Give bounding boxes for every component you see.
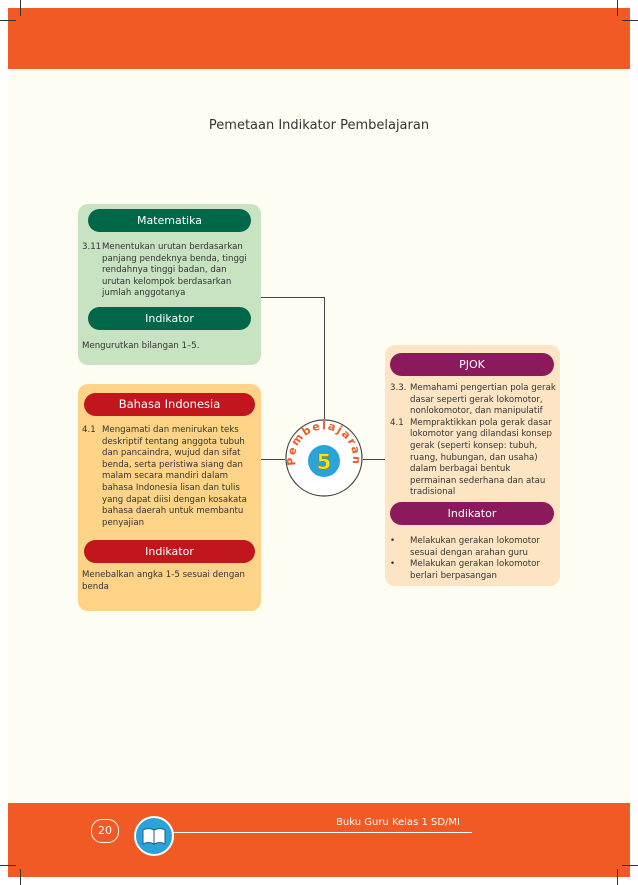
bahasa-indikator-text: Menebalkan angka 1-5 sesuai dengan benda	[82, 570, 246, 592]
connector-line	[261, 297, 325, 298]
competency-text: Memahami pengertian pola gerak dasar seperti gerak lokomotor, nonlokomotor, dan manipulatif	[410, 383, 556, 417]
matematika-indikator-text: Mengurutkan bilangan 1–5.	[82, 341, 200, 351]
pjok-competency-list	[390, 383, 558, 501]
crop-mark	[20, 0, 21, 16]
competency-item	[390, 418, 558, 499]
competency-item	[390, 383, 558, 418]
page-number: 20	[91, 819, 119, 843]
competency-number: 4.1	[82, 425, 96, 435]
crop-mark	[20, 869, 21, 885]
competency-item	[82, 425, 254, 529]
badge-word: Pembelajaran	[284, 419, 364, 467]
competency-item	[82, 242, 254, 300]
connector-line	[363, 459, 385, 460]
indikator-item-text: Melakukan gerakan lokomotor berlari berpasangan	[410, 559, 540, 581]
competency-text: Mempraktikkan pola gerak dasar lokomotor yang dilandasi konsep gerak (seperti konsep: tubuh, ruang, hubungan, dan usaha) dalam berbagai bentuk permainan sederhana dan atau tradisional	[410, 417, 552, 498]
page-title: Pemetaan Indikator Pembelajaran	[208, 118, 430, 133]
pjok-label: PJOK	[390, 353, 554, 376]
badge-number: 5	[316, 450, 332, 474]
open-book-icon	[136, 818, 172, 854]
bahasa-indikator-label: Indikator	[84, 540, 255, 563]
bullet: •	[390, 536, 396, 546]
crop-mark	[622, 20, 638, 21]
pjok-indikator-label: Indikator	[390, 502, 554, 525]
crop-mark	[0, 865, 16, 866]
book-title: Buku Guru Kelas 1 SD/MI	[336, 817, 460, 828]
header-band	[8, 8, 630, 69]
indikator-item	[390, 536, 550, 559]
competency-number: 3.11	[82, 242, 102, 252]
crop-mark	[617, 0, 618, 16]
competency-text: Menentukan urutan berdasarkan panjang pendeknya benda, tinggi rendahnya tinggi badan, dan urutan kelompok berdasarkan jumlah anggotanya	[102, 242, 247, 299]
connector-line	[261, 459, 285, 460]
competency-number: 4.1	[390, 417, 404, 428]
bahasa-competency-list	[82, 425, 254, 531]
bullet: •	[390, 559, 396, 570]
crop-mark	[617, 869, 618, 885]
competency-text: Mengamati dan menirukan teks deskriptif tentang anggota tubuh dan pancaindra, wujud dan sifat benda, serta peristiwa siang dan malam secara mandiri dalam bahasa Indonesia lisan dan tulis yang dapat diisi dengan kosakata bahasa daerah untuk membantu penyajian	[102, 425, 247, 528]
pembelajaran-badge	[284, 418, 364, 498]
matematika-competency-list	[82, 242, 254, 302]
connector-line	[324, 297, 325, 419]
matematika-label: Matematika	[88, 209, 251, 232]
matematika-indikator-label: Indikator	[88, 307, 251, 330]
crop-mark	[622, 865, 638, 866]
footer-rule	[170, 832, 472, 833]
competency-number: 3.3.	[390, 383, 407, 393]
open-book-icon	[134, 816, 174, 856]
indikator-item-text: Melakukan gerakan lokomotor sesuai dengan arahan guru	[410, 536, 540, 558]
bahasa-indonesia-label: Bahasa Indonesia	[84, 393, 255, 416]
pjok-indikator-list	[390, 536, 550, 584]
crop-mark	[0, 20, 16, 21]
indikator-item	[390, 559, 550, 582]
